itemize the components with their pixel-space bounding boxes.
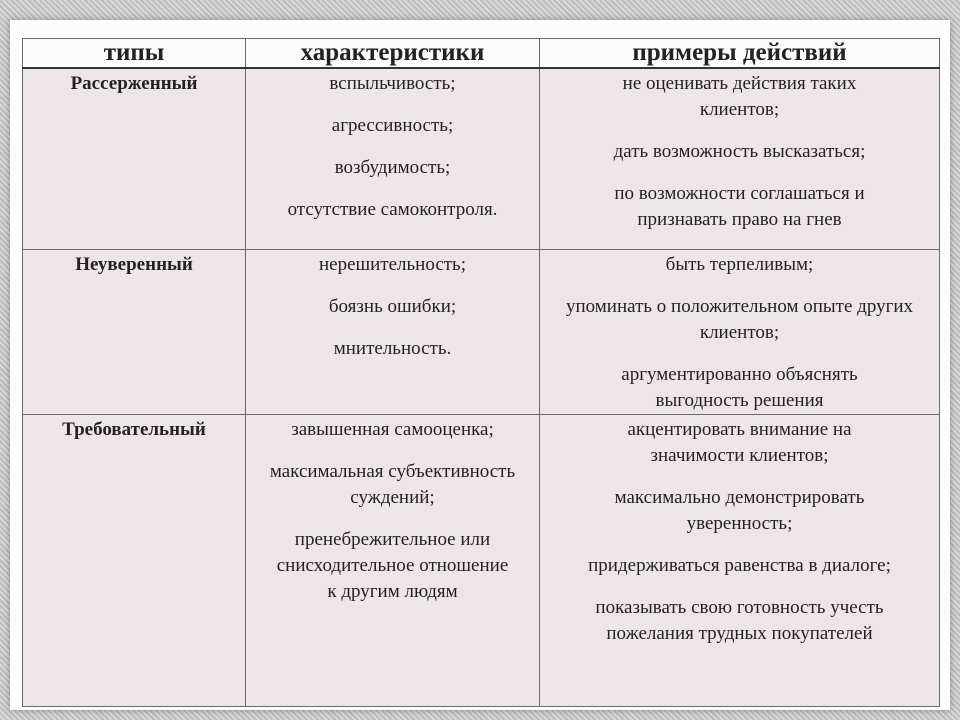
actions-cell	[540, 68, 940, 250]
characteristics-cell	[246, 415, 540, 707]
header-actions: примеры действий	[540, 39, 940, 69]
characteristics-cell	[246, 68, 540, 250]
action-item: дать возможность высказаться;	[613, 141, 866, 162]
actions-cell	[540, 250, 940, 415]
action-item: акцентировать внимание на значимости клиентов;	[627, 419, 852, 466]
customer-types-table	[22, 38, 940, 707]
action-item: показывать свою готовность учесть пожелания трудных покупателей	[595, 597, 884, 644]
characteristic-item: боязнь ошибки;	[328, 296, 457, 317]
characteristics-cell	[246, 250, 540, 415]
action-item: максимально демонстрировать уверенность;	[614, 487, 865, 534]
header-characteristics: характеристики	[246, 39, 540, 69]
characteristic-item: вспыльчивость;	[329, 73, 456, 94]
characteristic-item: нерешительность;	[318, 254, 467, 275]
table-row	[23, 250, 940, 415]
action-item: быть терпеливым;	[665, 254, 814, 275]
action-item: не оценивать действия таких клиентов;	[622, 73, 857, 120]
characteristic-item: максимальная субъективность суждений;	[269, 461, 516, 508]
action-item: аргументированно объяснять выгодность решения	[621, 364, 858, 411]
characteristic-item: возбудимость;	[334, 157, 451, 178]
characteristic-item: пренебрежительное или снисходительное отношение к другим людям	[276, 529, 509, 602]
actions-cell	[540, 415, 940, 707]
table-row	[23, 68, 940, 250]
table-row	[23, 415, 940, 707]
characteristic-item: мнительность.	[333, 338, 452, 359]
characteristic-item: завышенная самооценка;	[291, 419, 494, 440]
action-item: упоминать о положительном опыте других клиентов;	[565, 296, 914, 343]
header-row	[23, 39, 940, 69]
characteristic-item: агрессивность;	[331, 115, 454, 136]
type-cell: Неуверенный	[23, 250, 246, 415]
type-cell: Требовательный	[23, 415, 246, 707]
characteristic-item: отсутствие самоконтроля.	[287, 199, 498, 220]
action-item: придерживаться равенства в диалоге;	[588, 555, 891, 576]
action-item: по возможности соглашаться и признавать право на гнев	[614, 183, 865, 230]
type-cell: Рассерженный	[23, 68, 246, 250]
header-types: типы	[23, 39, 246, 69]
